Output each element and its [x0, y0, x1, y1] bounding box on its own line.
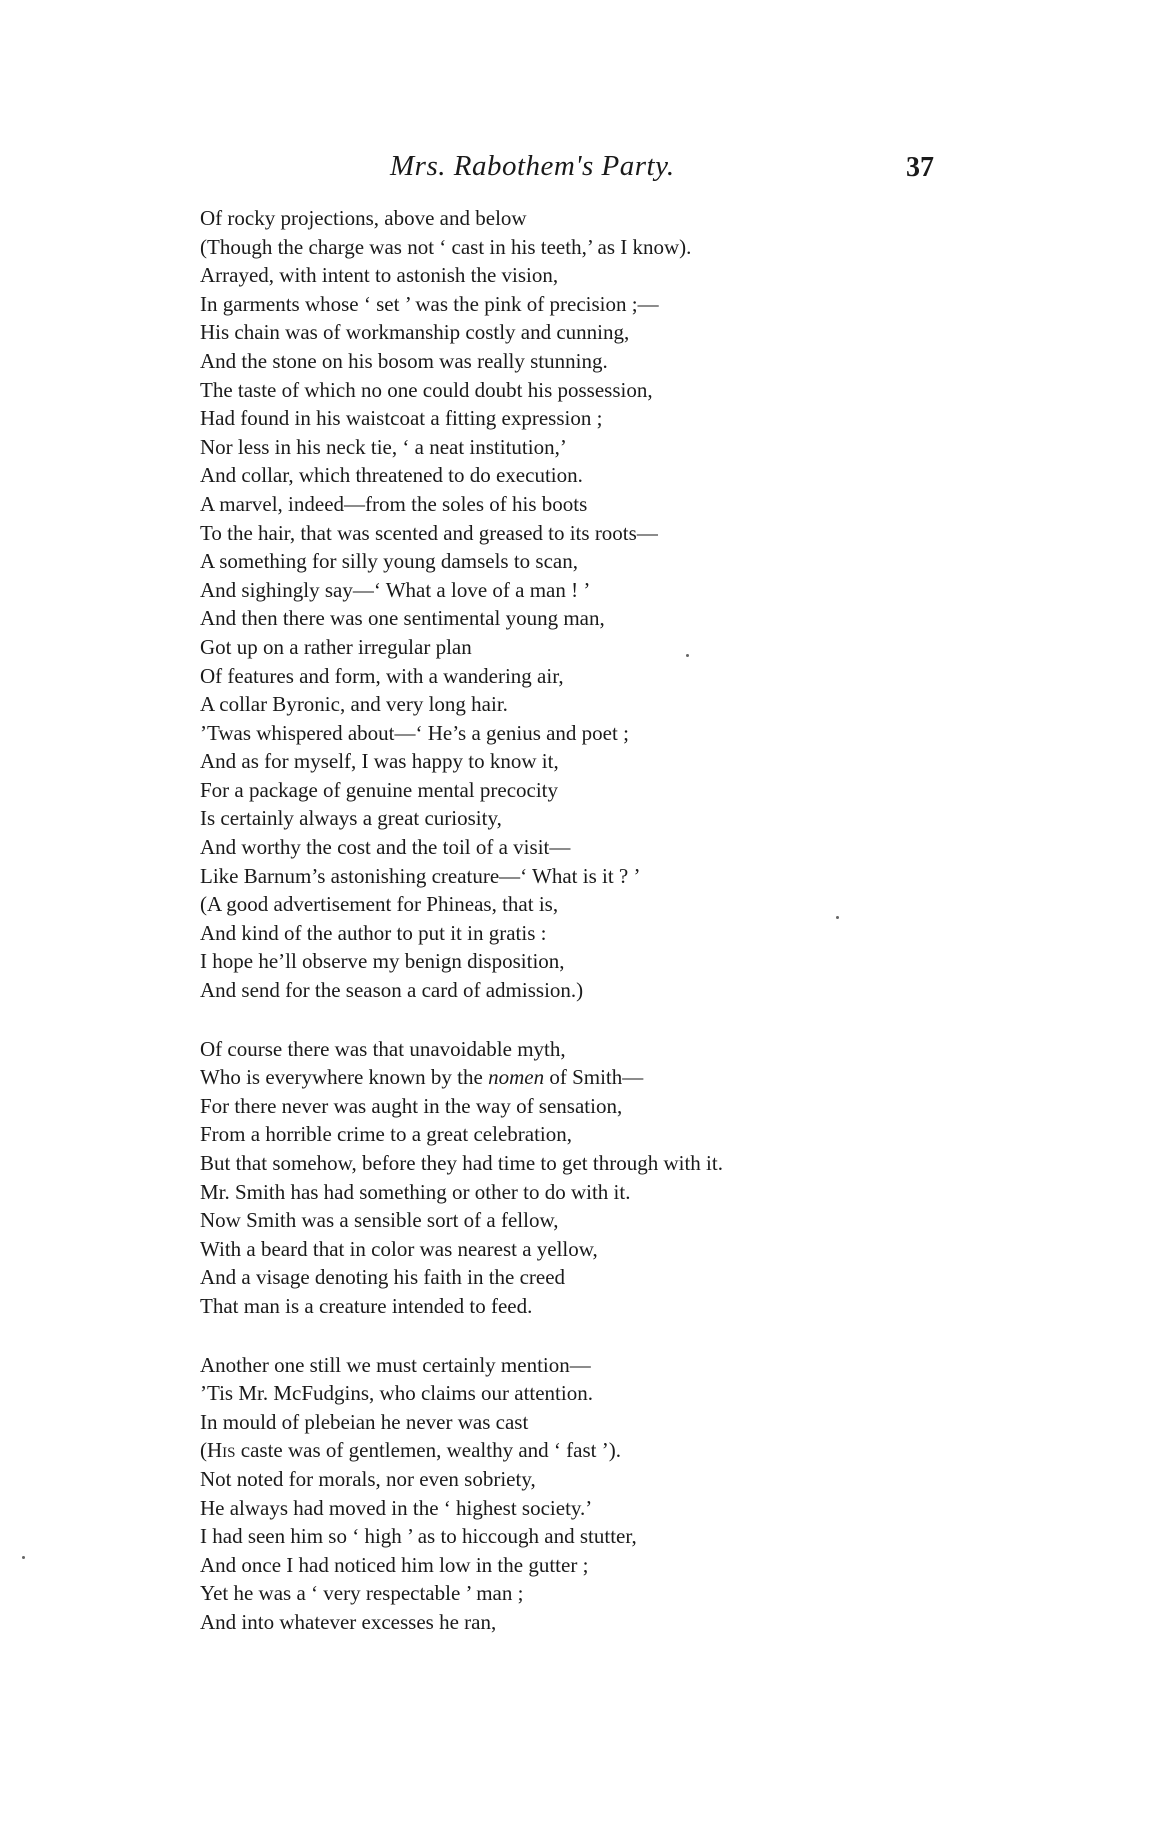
page-number: 37 [906, 152, 934, 183]
poem-line: And collar, which threatened to do execution. [200, 463, 583, 488]
poem-line: Not noted for morals, nor even sobriety, [200, 1466, 536, 1491]
running-head [0, 150, 1152, 190]
poem-line: Had found in his waistcoat a fitting expression ; [200, 406, 603, 431]
poem-line: And worthy the cost and the toil of a visit— [200, 835, 571, 860]
poem-line: Of course there was that unavoidable myth, [200, 1036, 566, 1061]
stanza-1 [200, 204, 1100, 1005]
poem-line: Another one still we must certainly mention— [200, 1352, 591, 1377]
poem-line: Of features and form, with a wandering air, [200, 663, 564, 688]
poem-line: ’Tis Mr. McFudgins, who claims our attention. [200, 1381, 593, 1406]
poem-line: With a beard that in color was nearest a yellow, [200, 1236, 598, 1261]
poem-line: To the hair, that was scented and greased to its roots— [200, 520, 658, 545]
poem-line: ’Twas whispered about—‘ He’s a genius and poet ; [200, 720, 629, 745]
poem-line: And a visage denoting his faith in the creed [200, 1265, 566, 1290]
poem-line: His chain was of workmanship costly and cunning, [200, 320, 630, 345]
poem-line: For there never was aught in the way of sensation, [200, 1093, 623, 1118]
ink-speck [836, 916, 839, 919]
poem-line: He always had moved in the ‘ highest society.’ [200, 1495, 593, 1520]
poem-line: And as for myself, I was happy to know it, [200, 749, 559, 774]
poem-line: A collar Byronic, and very long hair. [200, 692, 508, 717]
poem-line: Got up on a rather irregular plan [200, 634, 472, 659]
poem-line: In mould of plebeian he never was cast [200, 1409, 529, 1434]
poem-line: In garments whose ‘ set ’ was the pink of precision ;— [200, 291, 659, 316]
poem-line: A marvel, indeed—from the soles of his boots [200, 491, 588, 516]
poem-line: And sighingly say—‘ What a love of a man ! ’ [200, 577, 591, 602]
poem-line: Is certainly always a great curiosity, [200, 806, 502, 831]
poem-line: I hope he’ll observe my benign disposition, [200, 949, 565, 974]
stanza-2 [200, 1035, 1100, 1321]
stanza-3 [200, 1351, 1100, 1637]
poem-line: Like Barnum’s astonishing creature—‘ What is it ? ’ [200, 863, 641, 888]
poem-line: A something for silly young damsels to scan, [200, 549, 578, 574]
poem-line: Who is everywhere known by the nomen of Smith— [200, 1065, 644, 1090]
poem-line: Of rocky projections, above and below [200, 206, 527, 230]
poem-line: The taste of which no one could doubt his possession, [200, 377, 653, 402]
poem-line: And kind of the author to put it in gratis : [200, 920, 547, 945]
poem-line: Now Smith was a sensible sort of a fellow, [200, 1208, 559, 1233]
poem-line: (A good advertisement for Phineas, that is, [200, 892, 559, 917]
poem-line: And once I had noticed him low in the gutter ; [200, 1552, 589, 1577]
poem-line: And into whatever excesses he ran, [200, 1609, 497, 1634]
poem-line: Nor less in his neck tie, ‘ a neat institution,’ [200, 434, 567, 459]
poem-line: For a package of genuine mental precocity [200, 777, 559, 802]
poem-line: Mr. Smith has had something or other to do with it. [200, 1179, 631, 1204]
poem-line: Yet he was a ‘ very respectable ’ man ; [200, 1581, 524, 1606]
poem-line: But that somehow, before they had time to get through with it. [200, 1151, 723, 1175]
poem-line: From a horrible crime to a great celebration, [200, 1122, 573, 1147]
poem-line: And send for the season a card of admission.) [200, 978, 584, 1003]
poem-body [200, 204, 1100, 1637]
poem-line: (His caste was of gentlemen, wealthy and ‘ fast ’). [200, 1438, 621, 1463]
poem-line: Arrayed, with intent to astonish the vision, [200, 263, 559, 288]
poem-line: And the stone on his bosom was really stunning. [200, 348, 608, 373]
ink-speck [686, 654, 689, 657]
poem-line: And then there was one sentimental young man, [200, 606, 605, 631]
poem-line: That man is a creature intended to feed. [200, 1293, 533, 1318]
ink-speck [22, 1556, 25, 1559]
poem-line: I had seen him so ‘ high ’ as to hiccough and stutter, [200, 1524, 637, 1549]
running-title: Mrs. Rabothem's Party. [390, 150, 675, 182]
poem-line: (Though the charge was not ‘ cast in his teeth,’ as I know). [200, 234, 692, 259]
